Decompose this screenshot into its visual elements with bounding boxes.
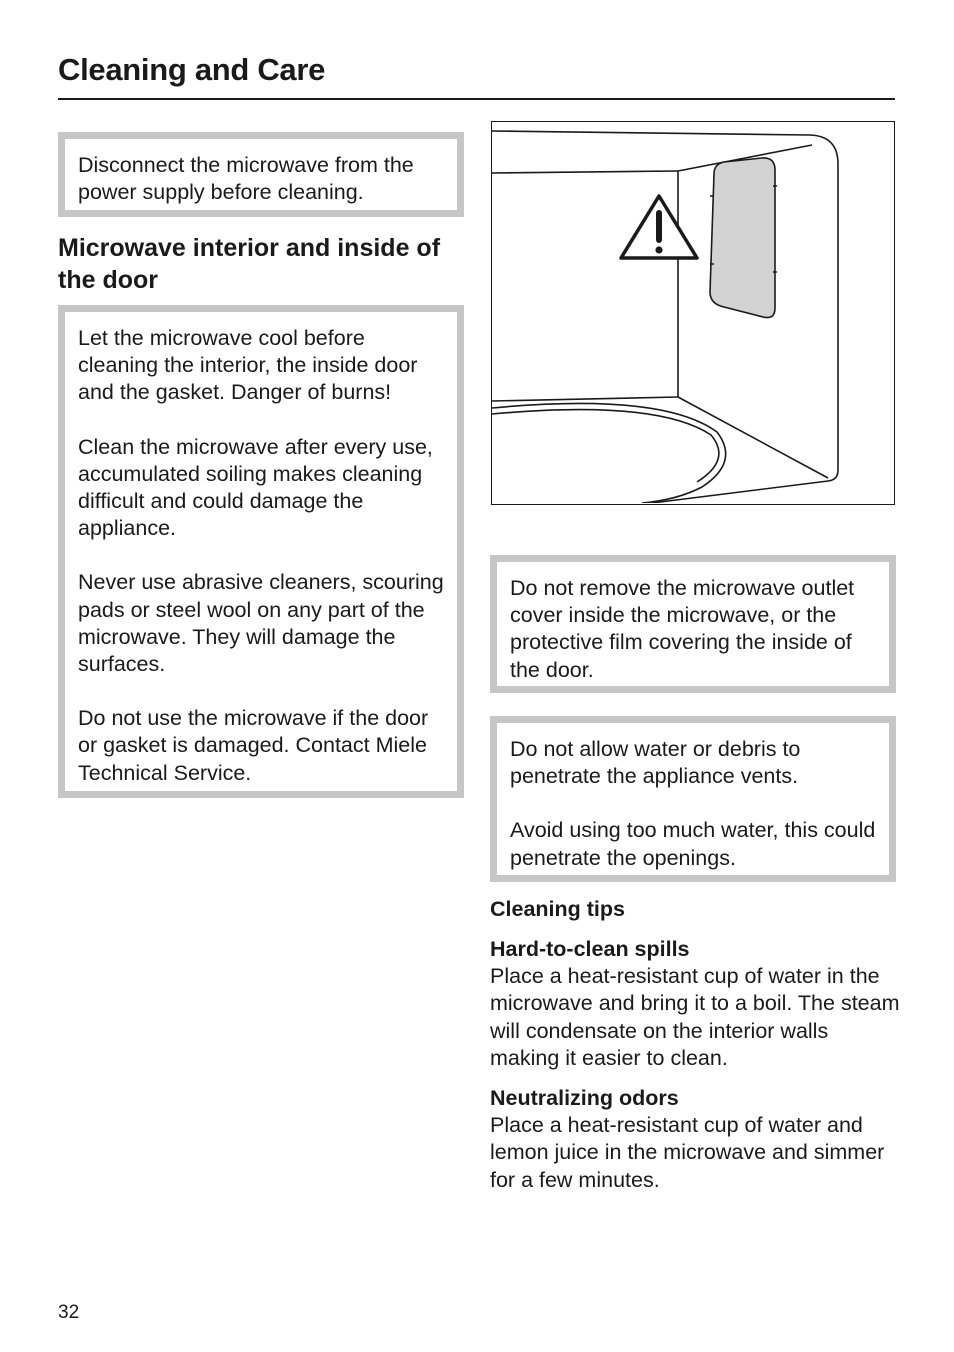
vents-notice (490, 716, 896, 882)
cleaning-tips-section (490, 896, 900, 1194)
tip-body: Place a heat-resistant cup of water in the microwave and bring it to a boil. The steam will condensate on the interior walls making it easier to clean. (490, 964, 900, 1070)
title-divider (58, 98, 895, 100)
page-number: 32 (58, 1302, 80, 1323)
outlet-cover-notice (490, 555, 896, 693)
warning-paragraph: Clean the microwave after every use, accumulated soiling makes cleaning difficult and could damage the appliance. (78, 434, 433, 541)
outlet-cover-notice-text: Do not remove the microwave outlet cover inside the microwave, or the protective film covering the inside of the door. (510, 576, 855, 682)
warning-paragraph: Do not use the microwave if the door or gasket is damaged. Contact Miele Technical Service. (78, 706, 429, 785)
microwave-cavity-drawing (492, 122, 893, 503)
interior-warning-box (58, 305, 464, 798)
tip-neutralizing-odors (490, 1085, 900, 1194)
tip-body: Place a heat-resistant cup of water and lemon juice in the microwave and simmer for a few minutes. (490, 1113, 885, 1192)
vents-notice-paragraph: Do not allow water or debris to penetrate the appliance vents. (510, 737, 801, 789)
warning-paragraph: Never use abrasive cleaners, scouring pads or steel wool on any part of the microwave. They will damage the surfaces. (78, 570, 444, 677)
warning-triangle-icon (621, 196, 697, 258)
warning-paragraph: Let the microwave cool before cleaning the interior, the inside door and the gasket. Danger of burns! (78, 326, 418, 405)
tip-title: Hard-to-clean spills (490, 937, 690, 961)
tip-title: Neutralizing odors (490, 1086, 679, 1111)
cleaning-tips-heading: Cleaning tips (490, 897, 625, 921)
page-title: Cleaning and Care (58, 52, 326, 87)
microwave-interior-illustration (491, 121, 895, 505)
vents-notice-paragraph: Avoid using too much water, this could penetrate the openings. (510, 818, 876, 870)
outlet-cover-shape (710, 158, 777, 318)
section-heading: Microwave interior and inside of the door (58, 234, 441, 294)
disconnect-notice (58, 132, 464, 217)
disconnect-notice-text: Disconnect the microwave from the power supply before cleaning. (78, 153, 414, 205)
tip-hard-to-clean-spills (490, 936, 900, 1072)
